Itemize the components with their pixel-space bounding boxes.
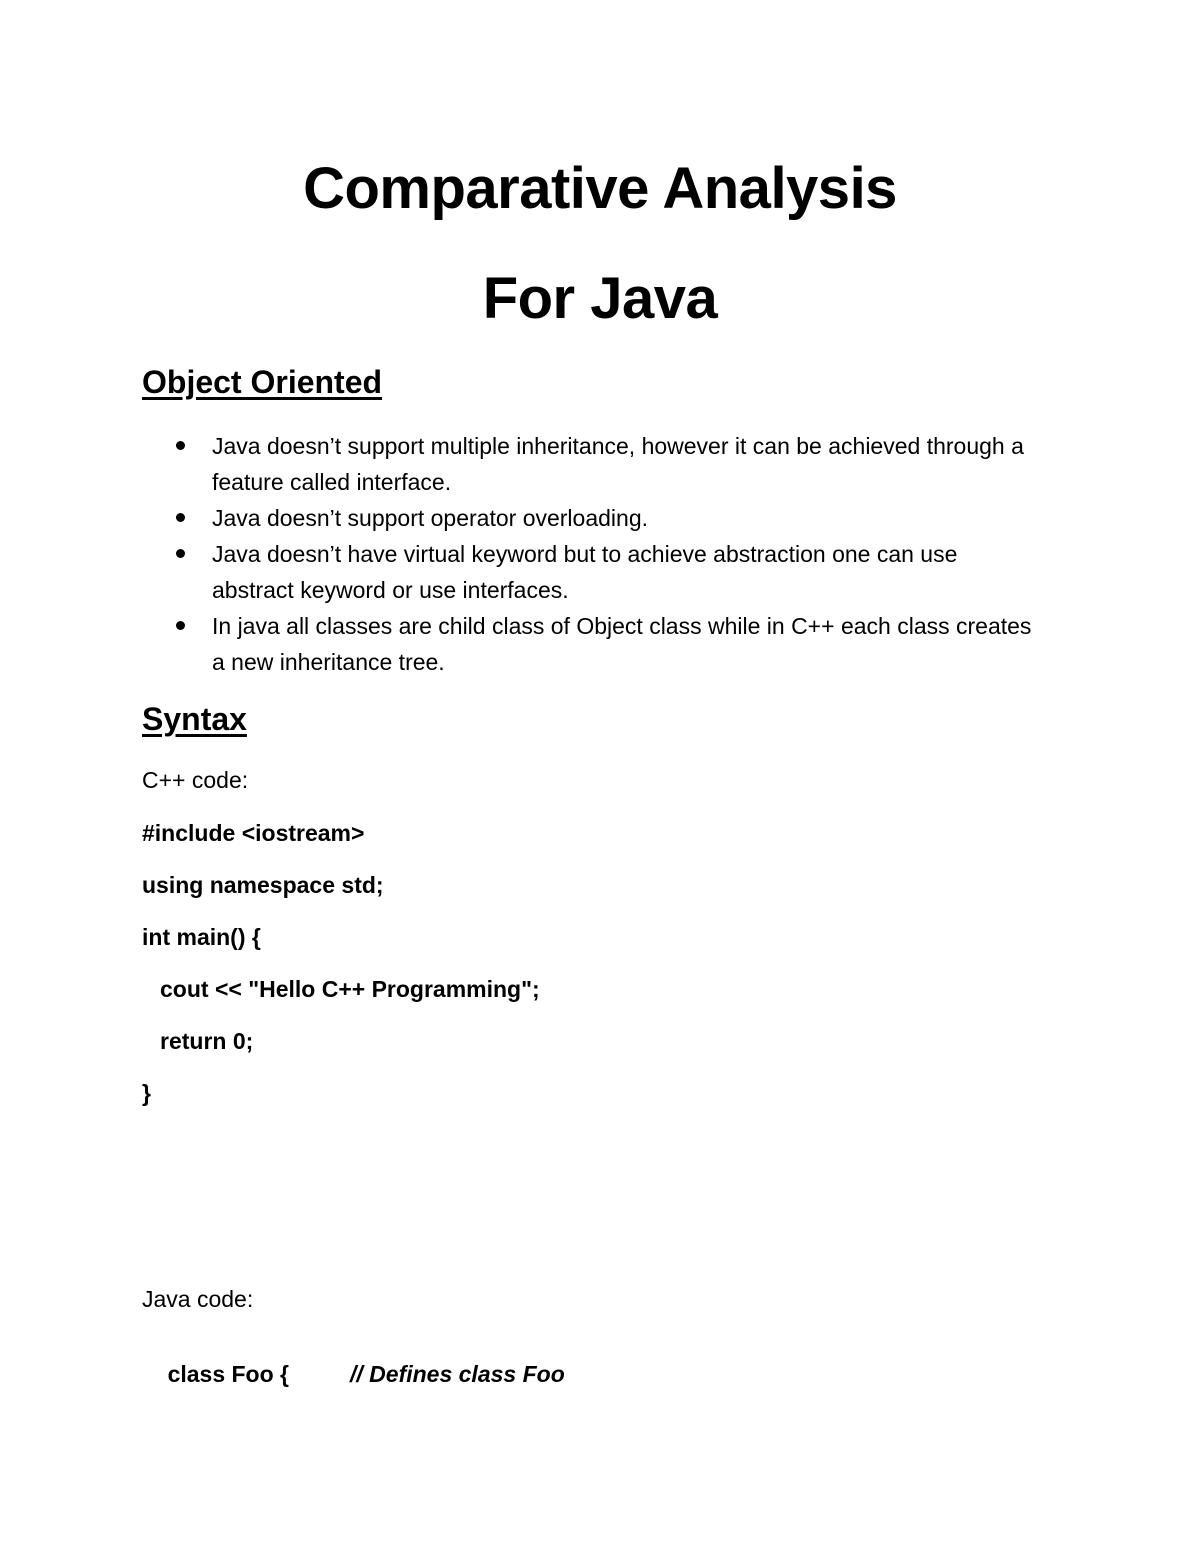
- document-title-line-1: Comparative Analysis: [303, 156, 897, 221]
- cpp-code-line: using namespace std;: [142, 872, 384, 898]
- bullet-text: In java all classes are child class of Object class while in C++ each class creates a new inheritance tree.: [212, 613, 1032, 675]
- java-code-line: [142, 1340, 289, 1409]
- cpp-code-label: C++ code:: [142, 767, 249, 793]
- java-code-comment-line: [0, 1340, 565, 1409]
- section-heading-syntax: Syntax: [142, 701, 247, 737]
- bullet-item: [142, 536, 1042, 608]
- object-oriented-bullet-list: [142, 428, 1042, 680]
- bullet-item: [142, 608, 1042, 680]
- java-code-text: class Foo {: [167, 1361, 289, 1387]
- cpp-code-line: int main() {: [142, 924, 261, 950]
- bullet-icon: [176, 549, 185, 558]
- bullet-icon: [176, 441, 185, 450]
- document-title-line-2: For Java: [482, 266, 718, 331]
- bullet-icon: [176, 513, 185, 522]
- section-heading-object-oriented: Object Oriented: [142, 364, 383, 400]
- bullet-text: Java doesn’t support operator overloading.: [212, 505, 649, 531]
- java-code-label: Java code:: [142, 1286, 254, 1312]
- cpp-code-line: return 0;: [160, 1028, 254, 1054]
- cpp-code-line: }: [142, 1080, 151, 1106]
- bullet-item: [142, 500, 1042, 536]
- bullet-icon: [176, 621, 185, 630]
- cpp-code-line: cout << "Hello C++ Programming";: [160, 976, 540, 1002]
- bullet-item: [142, 428, 1042, 500]
- bullet-text: Java doesn’t support multiple inheritance, however it can be achieved through a feature called interface.: [212, 433, 1024, 495]
- bullet-text: Java doesn’t have virtual keyword but to achieve abstraction one can use abstract keyword or use interfaces.: [212, 541, 958, 603]
- java-code-comment: // Defines class Foo: [350, 1361, 565, 1387]
- cpp-code-line: #include <iostream>: [142, 820, 365, 846]
